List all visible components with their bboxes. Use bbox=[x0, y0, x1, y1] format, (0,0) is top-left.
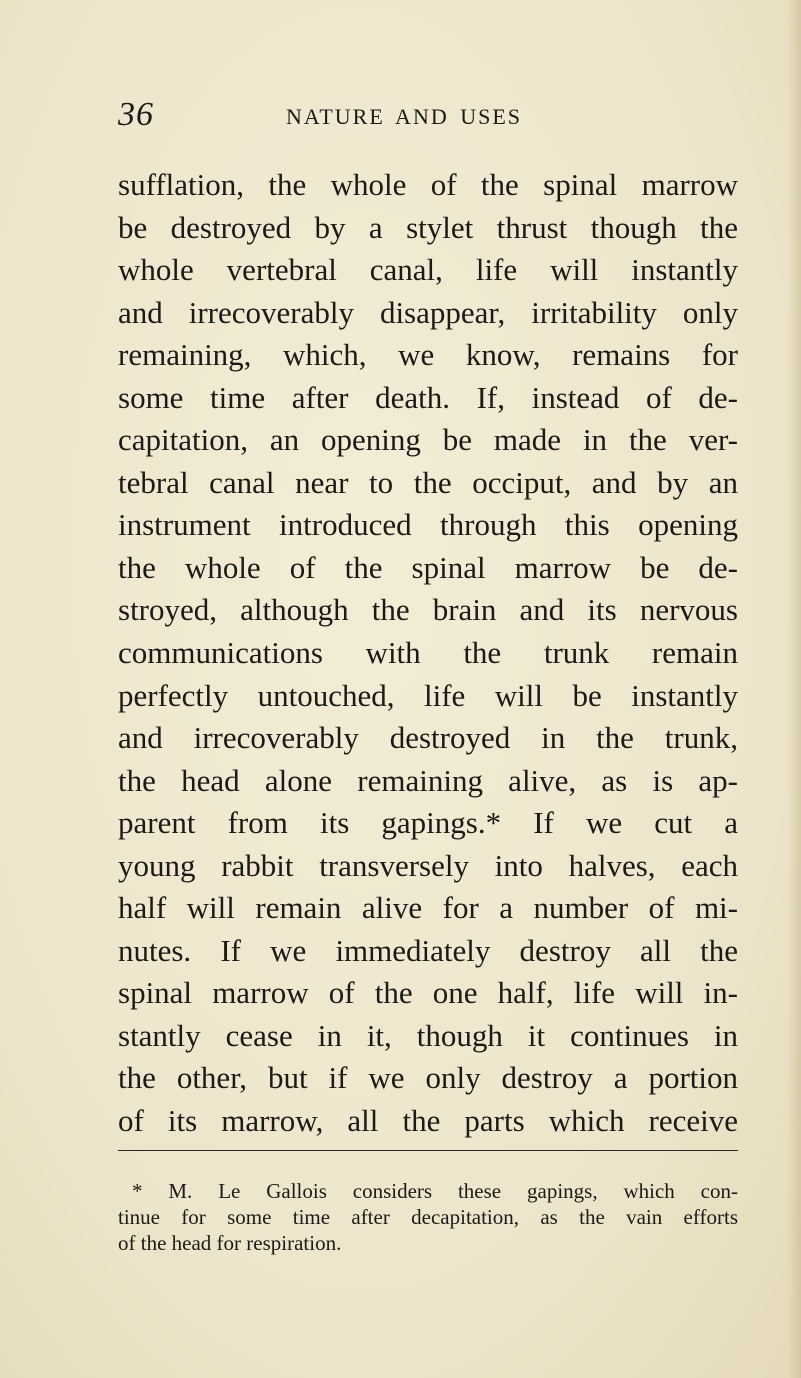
text-line: half will remain alive for a number of mi- bbox=[118, 890, 738, 926]
text-line: young rabbit transversely into halves, each bbox=[118, 847, 738, 883]
running-head bbox=[118, 96, 738, 136]
text-line: remaining, which, we know, remains for bbox=[118, 337, 738, 373]
text-line: be destroyed by a stylet thrust though the bbox=[118, 209, 738, 245]
text-line: and irrecoverably disappear, irritability only bbox=[118, 294, 738, 330]
text-line: communications with the trunk remain bbox=[118, 635, 738, 671]
text-line: tebral canal near to the occiput, and by an bbox=[118, 464, 738, 500]
running-title: NATURE AND USES bbox=[286, 104, 523, 129]
body-text bbox=[118, 164, 738, 1143]
footnote-line: tinue for some time after decapitation, as the vain efforts bbox=[118, 1205, 738, 1229]
footnote bbox=[118, 1178, 738, 1256]
text-line: capitation, an opening be made in the ver- bbox=[118, 422, 738, 458]
text-line: and irrecoverably destroyed in the trunk, bbox=[118, 720, 738, 756]
footnote-line: * M. Le Gallois considers these gapings, which con- bbox=[132, 1179, 738, 1203]
text-line: of its marrow, all the parts which receive bbox=[118, 1103, 738, 1139]
text-line: perfectly untouched, life will be instantly bbox=[118, 677, 738, 713]
text-line: the whole of the spinal marrow be de- bbox=[118, 549, 738, 585]
text-line: spinal marrow of the one half, life will in- bbox=[118, 975, 738, 1011]
text-line: stroyed, although the brain and its nervous bbox=[118, 592, 738, 628]
text-line: the head alone remaining alive, as is ap- bbox=[118, 762, 738, 798]
footnote-line: of the head for respiration. bbox=[118, 1231, 342, 1255]
text-line: stantly cease in it, though it continues in bbox=[118, 1017, 738, 1053]
text-line: parent from its gapings.* If we cut a bbox=[118, 805, 738, 841]
text-line: whole vertebral canal, life will instantly bbox=[118, 252, 738, 288]
text-line: some time after death. If, instead of de- bbox=[118, 379, 738, 415]
page-edge-shadow bbox=[787, 0, 801, 1378]
text-line: instrument introduced through this opening bbox=[118, 507, 738, 543]
page-number: 36 bbox=[118, 96, 154, 133]
footnote-divider bbox=[118, 1150, 738, 1151]
text-line: the other, but if we only destroy a portion bbox=[118, 1060, 738, 1096]
text-line: sufflation, the whole of the spinal marrow bbox=[118, 167, 738, 202]
text-line: nutes. If we immediately destroy all the bbox=[118, 932, 738, 968]
